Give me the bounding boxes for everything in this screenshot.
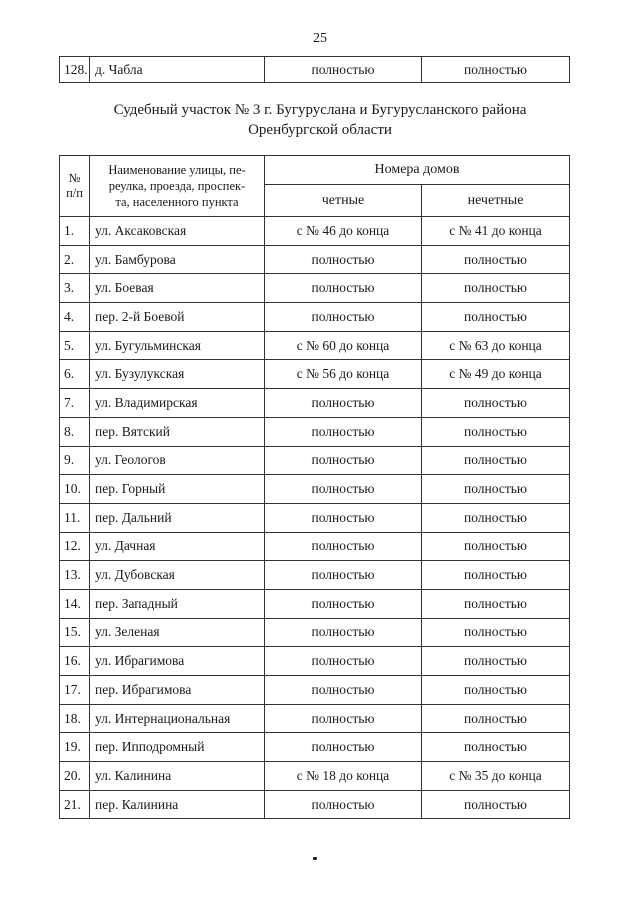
street-name: пер. Дальний	[90, 503, 265, 532]
row-number: 12.	[60, 532, 90, 561]
odd-houses: полностью	[422, 676, 570, 705]
even-houses: полностью	[265, 790, 422, 819]
row-number: 3.	[60, 274, 90, 303]
street-name: пер. Калинина	[90, 790, 265, 819]
page-number: 25	[313, 31, 327, 46]
table-row	[60, 389, 570, 418]
odd-houses: полностью	[422, 57, 570, 83]
even-houses: полностью	[265, 532, 422, 561]
odd-houses: полностью	[422, 417, 570, 446]
even-houses: полностью	[265, 274, 422, 303]
odd-houses: полностью	[422, 475, 570, 504]
row-number: 19.	[60, 733, 90, 762]
row-number: 1.	[60, 217, 90, 246]
table-row	[60, 475, 570, 504]
table-row	[60, 532, 570, 561]
odd-houses: полностью	[422, 790, 570, 819]
street-name: ул. Бугульминская	[90, 331, 265, 360]
table-row	[60, 561, 570, 590]
odd-houses: полностью	[422, 704, 570, 733]
odd-houses: полностью	[422, 303, 570, 332]
header-name-line3: та, населенного пункта	[115, 195, 239, 209]
even-houses: полностью	[265, 57, 422, 83]
row-number: 9.	[60, 446, 90, 475]
header-number-line2: п/п	[66, 186, 83, 200]
header-even: четные	[265, 185, 422, 217]
row-number: 8.	[60, 417, 90, 446]
row-number: 11.	[60, 503, 90, 532]
odd-houses: полностью	[422, 647, 570, 676]
street-name: пер. Горный	[90, 475, 265, 504]
row-number: 5.	[60, 331, 90, 360]
even-houses: с № 60 до конца	[265, 331, 422, 360]
even-houses: полностью	[265, 704, 422, 733]
street-name: пер. Ибрагимова	[90, 676, 265, 705]
odd-houses: полностью	[422, 245, 570, 274]
row-number: 15.	[60, 618, 90, 647]
street-name: ул. Интернациональная	[90, 704, 265, 733]
odd-houses: полностью	[422, 446, 570, 475]
street-name: ул. Бузулукская	[90, 360, 265, 389]
street-name: д. Чабла	[90, 57, 265, 83]
table-row	[60, 417, 570, 446]
table-row	[60, 245, 570, 274]
odd-houses: полностью	[422, 503, 570, 532]
table-row	[60, 762, 570, 791]
even-houses: полностью	[265, 589, 422, 618]
table-row	[60, 704, 570, 733]
street-name: ул. Ибрагимова	[90, 647, 265, 676]
row-number: 17.	[60, 676, 90, 705]
street-name: ул. Владимирская	[90, 389, 265, 418]
streets-table	[59, 155, 570, 819]
even-houses: полностью	[265, 417, 422, 446]
header-odd: нечетные	[422, 185, 570, 217]
row-number: 4.	[60, 303, 90, 332]
street-name: пер. Западный	[90, 589, 265, 618]
stray-mark	[313, 857, 317, 860]
even-houses: полностью	[265, 733, 422, 762]
row-number: 18.	[60, 704, 90, 733]
table-row	[60, 446, 570, 475]
street-name: ул. Дубовская	[90, 561, 265, 590]
row-number: 20.	[60, 762, 90, 791]
table-header-row	[60, 156, 570, 185]
even-houses: полностью	[265, 446, 422, 475]
odd-houses: полностью	[422, 618, 570, 647]
even-houses: с № 46 до конца	[265, 217, 422, 246]
even-houses: полностью	[265, 475, 422, 504]
street-name: ул. Калинина	[90, 762, 265, 791]
header-house-numbers: Номера домов	[265, 156, 570, 185]
row-number: 16.	[60, 647, 90, 676]
street-name: пер. Ипподромный	[90, 733, 265, 762]
street-name: пер. Вятский	[90, 417, 265, 446]
header-name-line2: реулка, проезда, проспек-	[108, 179, 246, 193]
even-houses: полностью	[265, 647, 422, 676]
table-row	[60, 733, 570, 762]
table-row	[60, 503, 570, 532]
street-name: ул. Боевая	[90, 274, 265, 303]
table-row	[60, 274, 570, 303]
header-number-line1: №	[68, 171, 81, 185]
row-number: 21.	[60, 790, 90, 819]
street-name: ул. Зеленая	[90, 618, 265, 647]
even-houses: с № 56 до конца	[265, 360, 422, 389]
odd-houses: полностью	[422, 589, 570, 618]
row-number: 6.	[60, 360, 90, 389]
row-number: 10.	[60, 475, 90, 504]
table-row	[60, 589, 570, 618]
table-row	[60, 57, 570, 83]
even-houses: полностью	[265, 561, 422, 590]
table-row	[60, 618, 570, 647]
odd-houses: с № 41 до конца	[422, 217, 570, 246]
odd-houses: полностью	[422, 733, 570, 762]
odd-houses: полностью	[422, 274, 570, 303]
table-row	[60, 790, 570, 819]
odd-houses: полностью	[422, 389, 570, 418]
even-houses: полностью	[265, 303, 422, 332]
table-row	[60, 303, 570, 332]
header-name-line1: Наименование улицы, пе-	[108, 163, 246, 177]
street-name: ул. Бамбурова	[90, 245, 265, 274]
street-name: пер. 2-й Боевой	[90, 303, 265, 332]
row-number: 7.	[60, 389, 90, 418]
table-row	[60, 331, 570, 360]
section-title-line1: Судебный участок № 3 г. Бугуруслана и Бугурусланского района	[113, 102, 527, 118]
row-number: 13.	[60, 561, 90, 590]
previous-table-continuation	[59, 56, 570, 83]
street-name: ул. Аксаковская	[90, 217, 265, 246]
table-row	[60, 360, 570, 389]
row-number: 128.	[60, 57, 90, 83]
header-street-name	[90, 156, 265, 217]
odd-houses: с № 63 до конца	[422, 331, 570, 360]
row-number: 14.	[60, 589, 90, 618]
odd-houses: с № 49 до конца	[422, 360, 570, 389]
even-houses: полностью	[265, 618, 422, 647]
street-name: ул. Геологов	[90, 446, 265, 475]
section-title-line2: Оренбургской области	[248, 122, 392, 138]
header-number	[60, 156, 90, 217]
even-houses: полностью	[265, 245, 422, 274]
even-houses: полностью	[265, 676, 422, 705]
street-name: ул. Дачная	[90, 532, 265, 561]
odd-houses: полностью	[422, 532, 570, 561]
odd-houses: полностью	[422, 561, 570, 590]
even-houses: с № 18 до конца	[265, 762, 422, 791]
even-houses: полностью	[265, 389, 422, 418]
table-row	[60, 676, 570, 705]
odd-houses: с № 35 до конца	[422, 762, 570, 791]
row-number: 2.	[60, 245, 90, 274]
even-houses: полностью	[265, 503, 422, 532]
table-row	[60, 647, 570, 676]
section-title	[0, 100, 640, 140]
table-row	[60, 217, 570, 246]
